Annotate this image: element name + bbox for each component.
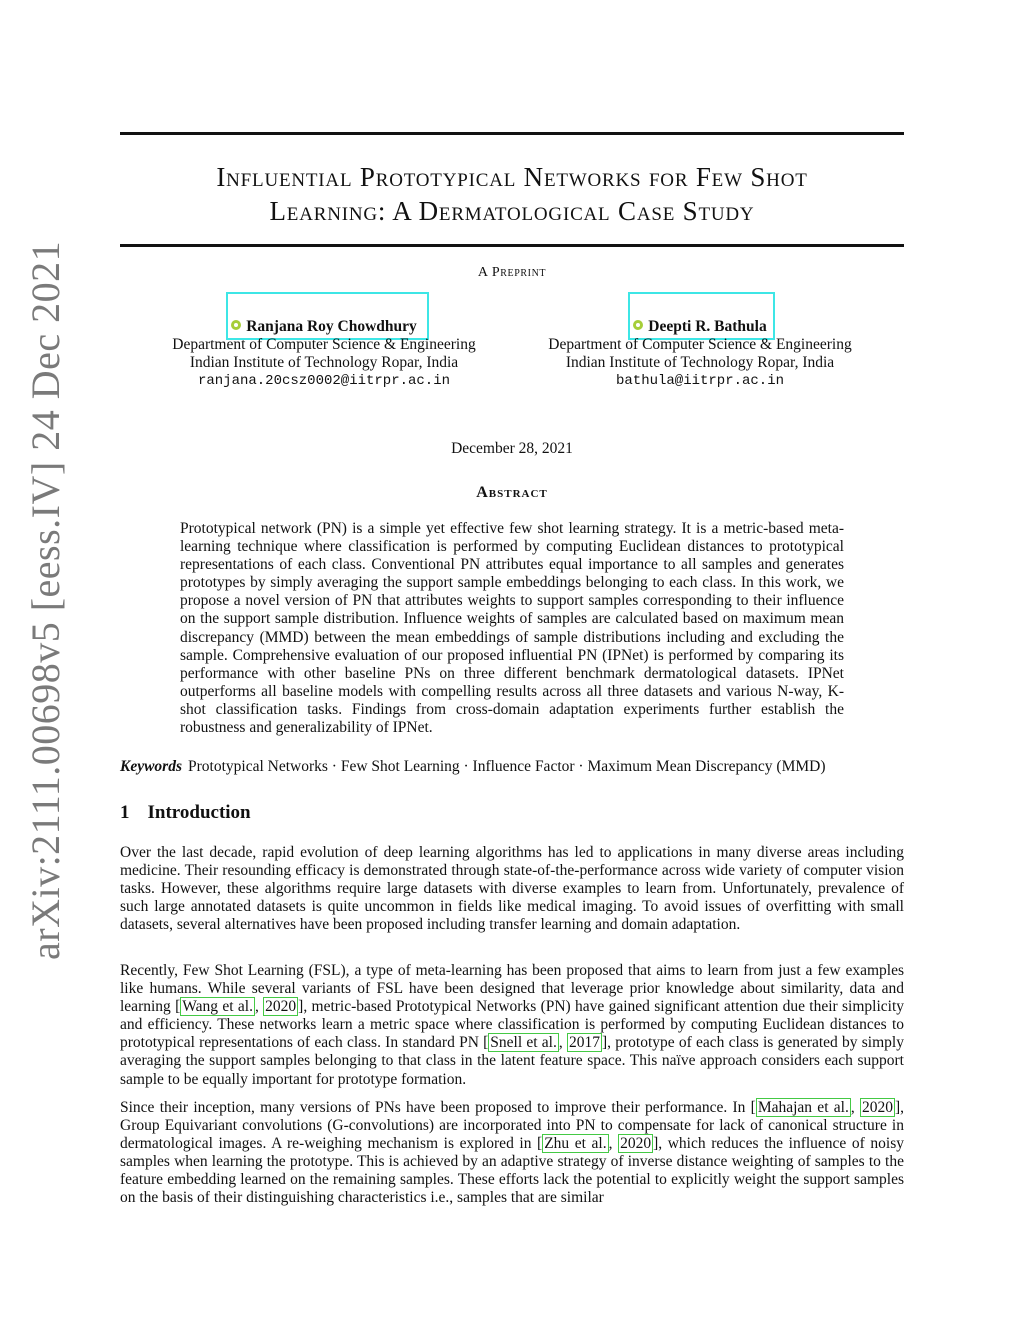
paragraph-text: Recently, Few Shot Learning (FSL), a type of meta-learning has been proposed that aims to learn from just a few examples like humans. While several variants of FSL have been designed that leverage prior knowledge about similarity, data and learning [ — [120, 962, 904, 1016]
abstract-text: Prototypical network (PN) is a simple yet effective few shot learning strategy. It is a metric-based meta-learning technique where classification is performed by computing Euclidean distances to prototypical representations of each class. Conventional PN attributes equal importance to all samples and generates prototypes by simply averaging the support sample embeddings belonging to each class. In this work, we propose a novel version of PN that attributes weights to support samples corresponding to their influence on the support sample distribution. Influence weights of samples are calculated based on maximum mean discrepancy (MMD) between the mean embeddings of sample distributions including and excluding the sample. Comprehensive evaluation of our proposed influential PN (IPNet) is performed by comparing its performance with other baseline PNs on three different benchmark dermatological datasets. IPNet outperforms all baseline models with compelling results across all three datasets and various N-way, K-shot classification tasks. Findings from cross-domain adaptation experiments further establish the robustness and generalizability of IPNet. — [180, 520, 844, 737]
title-bottom-rule — [120, 244, 904, 247]
author-block-1 — [124, 318, 524, 390]
citation-link[interactable]: 2020 — [861, 1099, 893, 1116]
section-number: 1 — [120, 802, 130, 823]
paragraph-text: ], Group Equivariant convolutions (G-convolutions) are incorporated into PN to compensate for lack of canonical structure in dermatological images. A re-weighing mechanism is explored in [ — [120, 1099, 905, 1153]
author-block-2 — [500, 318, 900, 390]
paper-title-line-1: Influential Prototypical Networks for Few Shot — [216, 162, 808, 192]
author-name[interactable]: Ranjana Roy Chowdhury — [246, 318, 417, 335]
keywords-label: Keywords — [120, 758, 182, 775]
paper-title-line-2: Learning: A Dermatological Case Study — [269, 196, 755, 226]
intro-paragraph-1: Over the last decade, rapid evolution of deep learning algorithms has led to applications in many diverse areas including medicine. Their resounding efficacy is demonstrated through state-of-the-performance across wide variety of computer vision tasks. However, these algorithms require large datasets with diverse examples to learn from. Unfortunately, prevalence of such large annotated datasets is quite uncommon in fields like medical imaging. To avoid issues of overfitting with small datasets, several alternatives have been proposed including transfer learning and domain adaptation. — [120, 844, 904, 934]
abstract-heading: Abstract — [476, 484, 548, 501]
author-email[interactable]: ranjana.20csz0002@iitrpr.ac.in — [197, 373, 451, 389]
author-name[interactable]: Deepti R. Bathula — [648, 318, 767, 335]
author-institute: Indian Institute of Technology Ropar, India — [189, 354, 459, 371]
author-institute: Indian Institute of Technology Ropar, India — [565, 354, 835, 371]
author-email[interactable]: bathula@iitrpr.ac.in — [615, 373, 785, 389]
paragraph-text: ], prototype of each class is generated by simply averaging the support samples belonging to that class in the latent feature space. This naïve approach considers each support sample to be equally important for prototype formation. — [120, 1034, 904, 1088]
citation-link[interactable]: Snell et al. — [490, 1034, 557, 1052]
author-department: Department of Computer Science & Engineering — [548, 336, 852, 353]
intro-paragraph-2: Recently, Few Shot Learning (FSL), a type of meta-learning has been proposed that aims to learn from just a few examples like humans. While several variants of FSL have been designed that leverage prior knowledge about similarity, data and learning [ Wang et al. , 2020 ], metric-based Prototypical Networks (PN) have gained significant attention due their simplicity and efficiency. These networks learn a metric space where classification is performed by computing Euclidean distances to prototypical representations of each class. In standard PN [ Snell et al. , 2017 ], prototype of each class is generated by simply averaging the support samples belonging to that class in the latent feature space. This naïve approach considers each support sample to be equally important for prototype formation. — [120, 962, 905, 1088]
keywords-line — [120, 758, 904, 776]
preprint-label: A Preprint — [477, 265, 547, 280]
paragraph-text: ], metric-based Prototypical Networks (PN) have gained significant attention due their simplicity and efficiency. These networks learn a metric space where classification is performed by computing Euclidean distances to prototypical representations of each class. In standard PN [ — [120, 998, 905, 1052]
citation-link[interactable]: 2020 — [265, 998, 297, 1016]
orcid-icon[interactable] — [633, 320, 643, 330]
keywords-text: Prototypical Networks · Few Shot Learning · Influence Factor · Maximum Mean Discrepancy (MMD) — [188, 758, 826, 775]
title-top-rule — [120, 132, 904, 135]
citation-link[interactable]: Zhu et al. — [544, 1135, 607, 1153]
paragraph-text: ], which reduces the influence of noisy samples when learning the prototype. This is achieved by an adaptive strategy of inverse distance weighting of samples to the feature embedding learned on the remaining samples. These efforts lack the potential to explicitly weight the support samples on the basis of their distinguishing characteristics i.e., samples that are similar — [120, 1135, 904, 1207]
citation-link[interactable]: Wang et al. — [182, 998, 253, 1016]
section-heading — [120, 802, 251, 824]
citation-link[interactable]: 2020 — [620, 1135, 652, 1153]
section-title: Introduction — [147, 802, 251, 823]
paragraph-text: Since their inception, many versions of PNs have been proposed to improve their performance. In [ — [120, 1099, 756, 1116]
citation-link[interactable]: Mahajan et al. — [757, 1099, 849, 1116]
orcid-icon[interactable] — [231, 320, 241, 330]
arxiv-identifier: arXiv:2111.00698v5 [eess.IV] 24 Dec 2021 — [23, 240, 68, 960]
publication-date: December 28, 2021 — [451, 440, 573, 457]
citation-link[interactable]: 2017 — [568, 1034, 600, 1052]
intro-paragraph-3: Since their inception, many versions of PNs have been proposed to improve their performance. In [ Mahajan et al. , 2020 ], Group Equivariant convolutions (G-convolutions) are incorporated into PN to compensate for lack of canonical structure in dermatological images. A re-weighing mechanism is explored in [ Zhu et al. , 2020 ], which reduces the influence of noisy samples when learning the prototype. This is achieved by an adaptive strategy of inverse distance weighting of samples to the feature embedding learned on the remaining samples. These efforts lack the potential to explicitly weight the support samples on the basis of their distinguishing characteristics i.e., samples that are similar — [120, 1099, 905, 1207]
author-department: Department of Computer Science & Engineering — [172, 336, 476, 353]
